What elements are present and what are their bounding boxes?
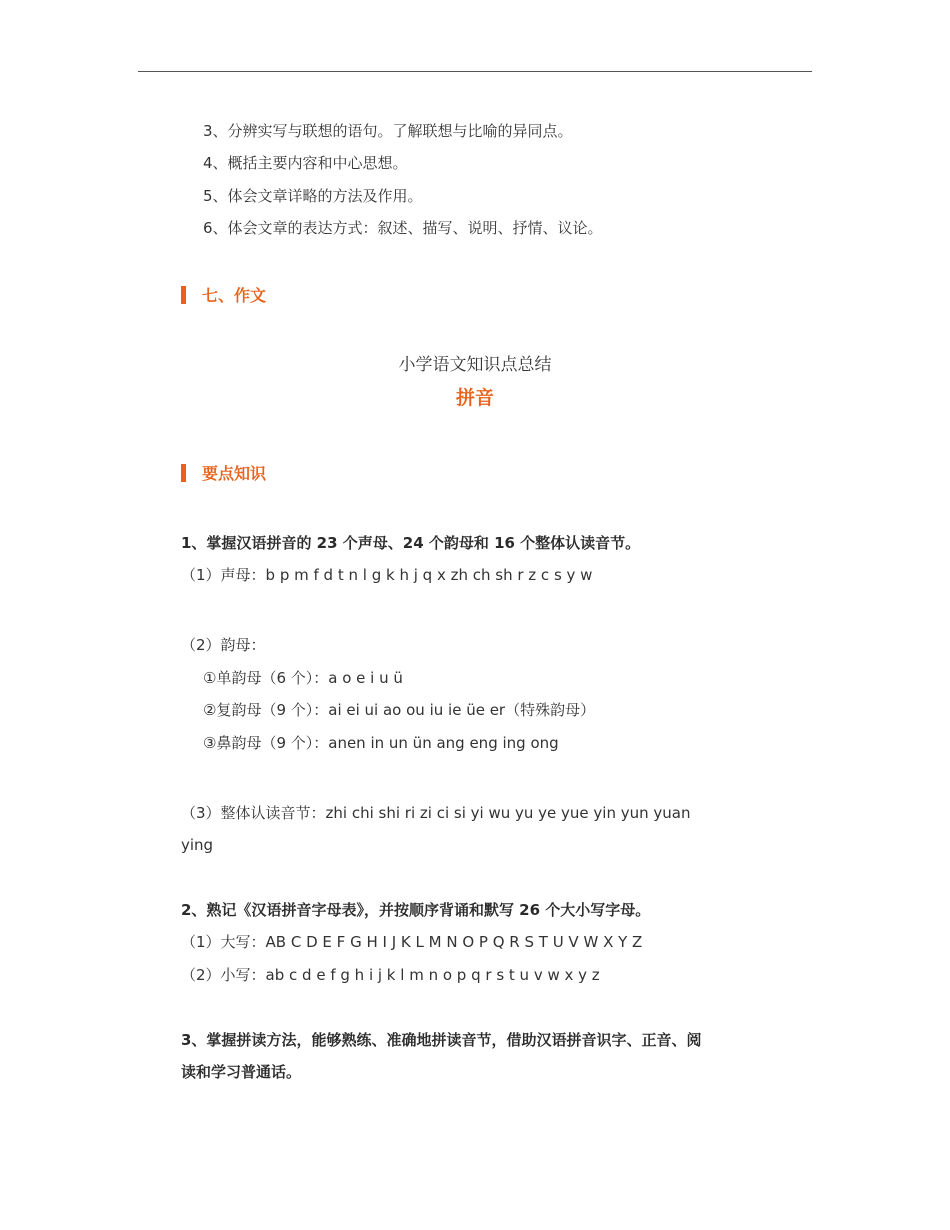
section-heading-label: 七、作文 (202, 286, 267, 305)
zhengti-line-continued: ying (181, 836, 214, 854)
doc-title: 拼音 (455, 387, 494, 409)
bi-yunmu-line: ③鼻韵母（9 个）：anen in un ün ang eng ing ong (203, 734, 559, 752)
list-item: 5、体会文章详略的方法及作用。 (203, 187, 423, 205)
list-item: 4、概括主要内容和中心思想。 (203, 154, 408, 172)
fu-yunmu-line: ②复韵母（9 个）：ai ei ui ao ou iu ie üe er（特殊韵母） (203, 701, 596, 719)
section-heading-composition (181, 283, 266, 306)
dan-yunmu-line: ①单韵母（6 个）：a o e i u ü (203, 669, 403, 687)
header-rule (138, 71, 812, 72)
doc-subtitle: 小学语文知识点总结 (398, 355, 552, 375)
heading-marker (181, 286, 186, 304)
lowercase-line: （2）小写：ab c d e f g h i j k l m n o p q r s t u v w x y z (181, 966, 600, 984)
point-3-title: 3、掌握拼读方法，能够熟练、准确地拼读音节，借助汉语拼音识字、正音、阅 (181, 1031, 702, 1049)
list-item: 3、分辨实写与联想的语句。了解联想与比喻的异同点。 (203, 122, 573, 140)
section-heading-key-points (181, 461, 266, 484)
point-3-title-continued: 读和学习普通话。 (181, 1063, 302, 1081)
yunmu-label: （2）韵母： (181, 636, 266, 654)
point-2-title: 2、熟记《汉语拼音字母表》，并按顺序背诵和默写 26 个大小写字母。 (181, 901, 651, 919)
zhengti-line: （3）整体认读音节：zhi chi shi ri zi ci si yi wu yu ye yue yin yun yuan (181, 804, 691, 822)
heading-marker (181, 464, 186, 482)
uppercase-line: （1）大写：AB C D E F G H I J K L M N O P Q R S T U V W X Y Z (181, 933, 643, 951)
list-item: 6、体会文章的表达方式：叙述、描写、说明、抒情、议论。 (203, 219, 603, 237)
shengmu-line: （1）声母：b p m f d t n l g k h j q x zh ch sh r z c s y w (181, 566, 593, 584)
section-heading-label: 要点知识 (202, 464, 267, 483)
point-1-title: 1、掌握汉语拼音的 23 个声母、24 个韵母和 16 个整体认读音节。 (181, 534, 641, 552)
